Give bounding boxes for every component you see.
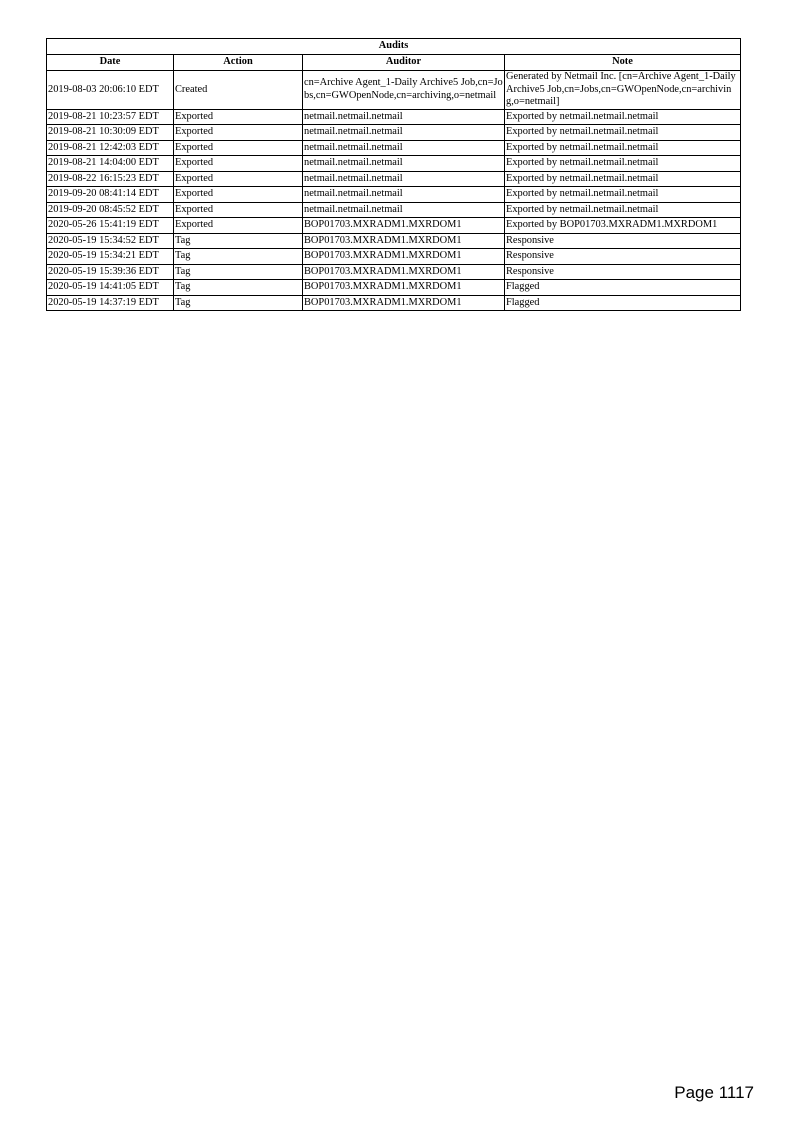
cell-auditor: netmail.netmail.netmail	[303, 187, 505, 203]
cell-auditor: netmail.netmail.netmail	[303, 125, 505, 141]
cell-action: Tag	[174, 233, 303, 249]
cell-note: Responsive	[505, 249, 741, 265]
cell-date: 2019-09-20 08:45:52 EDT	[47, 202, 174, 218]
cell-action: Tag	[174, 264, 303, 280]
cell-note: Exported by netmail.netmail.netmail	[505, 140, 741, 156]
cell-date: 2019-08-21 10:23:57 EDT	[47, 109, 174, 125]
cell-note: Exported by netmail.netmail.netmail	[505, 202, 741, 218]
cell-date: 2020-05-19 15:34:21 EDT	[47, 249, 174, 265]
cell-auditor: BOP01703.MXRADM1.MXRDOM1	[303, 233, 505, 249]
table-title: Audits	[47, 39, 741, 55]
cell-note: Exported by netmail.netmail.netmail	[505, 125, 741, 141]
cell-auditor: BOP01703.MXRADM1.MXRDOM1	[303, 264, 505, 280]
cell-note: Exported by netmail.netmail.netmail	[505, 109, 741, 125]
cell-auditor: netmail.netmail.netmail	[303, 140, 505, 156]
cell-action: Exported	[174, 171, 303, 187]
table-row	[47, 140, 741, 156]
table-row	[47, 187, 741, 203]
cell-action: Exported	[174, 156, 303, 172]
cell-date: 2020-05-19 14:37:19 EDT	[47, 295, 174, 311]
table-header-row	[47, 55, 741, 71]
cell-auditor: BOP01703.MXRADM1.MXRDOM1	[303, 249, 505, 265]
table-row	[47, 295, 741, 311]
cell-action: Exported	[174, 218, 303, 234]
cell-auditor: BOP01703.MXRADM1.MXRDOM1	[303, 280, 505, 296]
page-number: Page 1117	[674, 1083, 754, 1102]
cell-note: Responsive	[505, 233, 741, 249]
cell-auditor: netmail.netmail.netmail	[303, 171, 505, 187]
cell-date: 2019-09-20 08:41:14 EDT	[47, 187, 174, 203]
cell-auditor: netmail.netmail.netmail	[303, 156, 505, 172]
cell-auditor: BOP01703.MXRADM1.MXRDOM1	[303, 218, 505, 234]
cell-auditor: netmail.netmail.netmail	[303, 109, 505, 125]
cell-date: 2019-08-03 20:06:10 EDT	[47, 71, 174, 110]
cell-auditor: cn=Archive Agent_1-Daily Archive5 Job,cn=Jobs,cn=GWOpenNode,cn=archiving,o=netmail	[303, 71, 505, 110]
cell-date: 2019-08-21 14:04:00 EDT	[47, 156, 174, 172]
table-row	[47, 218, 741, 234]
column-header-auditor: Auditor	[303, 55, 505, 71]
table-title-row	[47, 39, 741, 55]
table-row	[47, 202, 741, 218]
cell-action: Exported	[174, 109, 303, 125]
cell-date: 2019-08-21 12:42:03 EDT	[47, 140, 174, 156]
table-row	[47, 125, 741, 141]
table-row	[47, 233, 741, 249]
cell-note: Responsive	[505, 264, 741, 280]
cell-action: Exported	[174, 140, 303, 156]
cell-date: 2020-05-26 15:41:19 EDT	[47, 218, 174, 234]
table-row	[47, 264, 741, 280]
cell-note: Generated by Netmail Inc. [cn=Archive Agent_1-Daily Archive5 Job,cn=Jobs,cn=GWOpenNode,cn=archiving,o=netmail]	[505, 71, 741, 110]
table-row	[47, 156, 741, 172]
cell-action: Exported	[174, 187, 303, 203]
column-header-date: Date	[47, 55, 174, 71]
cell-action: Exported	[174, 202, 303, 218]
cell-note: Flagged	[505, 280, 741, 296]
cell-auditor: netmail.netmail.netmail	[303, 202, 505, 218]
cell-auditor: BOP01703.MXRADM1.MXRDOM1	[303, 295, 505, 311]
cell-date: 2020-05-19 15:39:36 EDT	[47, 264, 174, 280]
cell-action: Tag	[174, 280, 303, 296]
cell-action: Tag	[174, 295, 303, 311]
table-row	[47, 71, 741, 110]
cell-action: Created	[174, 71, 303, 110]
cell-action: Tag	[174, 249, 303, 265]
table-row	[47, 280, 741, 296]
cell-date: 2019-08-22 16:15:23 EDT	[47, 171, 174, 187]
table-row	[47, 171, 741, 187]
cell-note: Exported by netmail.netmail.netmail	[505, 156, 741, 172]
cell-date: 2020-05-19 15:34:52 EDT	[47, 233, 174, 249]
cell-date: 2020-05-19 14:41:05 EDT	[47, 280, 174, 296]
column-header-note: Note	[505, 55, 741, 71]
table-row	[47, 109, 741, 125]
table-row	[47, 249, 741, 265]
column-header-action: Action	[174, 55, 303, 71]
cell-note: Exported by netmail.netmail.netmail	[505, 187, 741, 203]
cell-date: 2019-08-21 10:30:09 EDT	[47, 125, 174, 141]
cell-action: Exported	[174, 125, 303, 141]
cell-note: Exported by netmail.netmail.netmail	[505, 171, 741, 187]
cell-note: Exported by BOP01703.MXRADM1.MXRDOM1	[505, 218, 741, 234]
audits-table	[46, 38, 741, 311]
cell-note: Flagged	[505, 295, 741, 311]
